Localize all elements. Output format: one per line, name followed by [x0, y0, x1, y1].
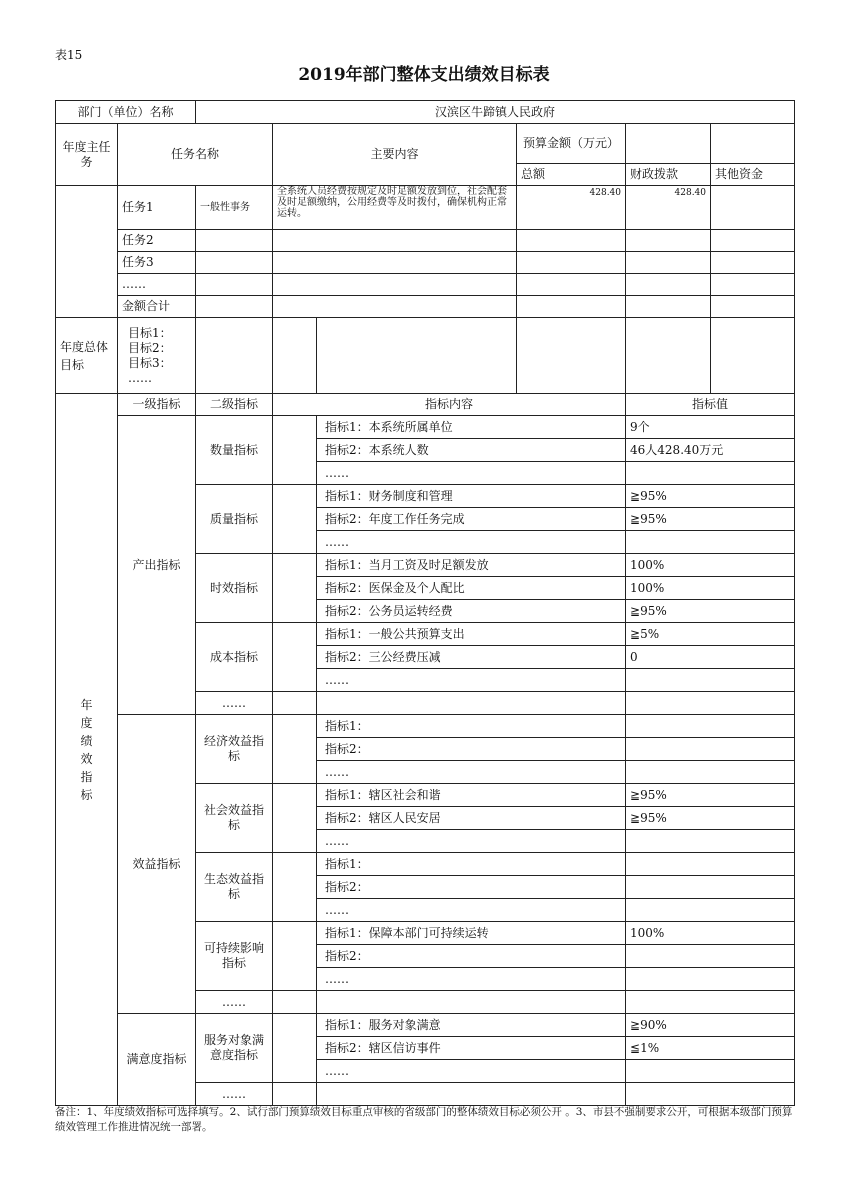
table-body	[56, 101, 795, 1106]
level2-cell	[196, 1014, 273, 1083]
level2-text: 数量指标	[210, 442, 259, 457]
page-title: 2019年部门整体支出绩效目标表	[298, 65, 550, 85]
level2-text: 生态效益指标	[204, 872, 265, 901]
main-content-header: 主要内容	[273, 124, 517, 186]
task-other	[711, 274, 795, 296]
task-name: 一般性事务	[196, 186, 273, 230]
indicator-value	[626, 462, 795, 485]
task-row	[56, 252, 795, 274]
indicator-value	[626, 899, 795, 922]
indicator-content: 指标1：服务对象满意	[317, 1014, 626, 1037]
level2-cell	[196, 991, 273, 1014]
indicator-value: ≧95%	[626, 807, 795, 830]
level2-cell	[196, 853, 273, 922]
indicator-value: ≧5%	[626, 623, 795, 646]
level2-cell	[196, 623, 273, 692]
spacer-cell	[273, 1083, 317, 1106]
indicator-content: ……	[317, 899, 626, 922]
task-total	[517, 296, 626, 318]
level2-text: 时效指标	[210, 580, 259, 595]
task-row	[56, 274, 795, 296]
indicator-value: ≧95%	[626, 485, 795, 508]
task-fiscal	[626, 274, 711, 296]
annual-task-header: 年度主任务	[56, 124, 118, 186]
indicator-content: 指标2：辖区人民安居	[317, 807, 626, 830]
spacer-cell	[273, 623, 317, 692]
dept-row	[56, 101, 795, 124]
indicator-value: ≧95%	[626, 508, 795, 531]
task-other	[711, 252, 795, 274]
level2-text: 社会效益指标	[204, 803, 265, 832]
indicator-value	[626, 876, 795, 899]
level2-cell	[196, 554, 273, 623]
task-name-header: 任务名称	[118, 124, 273, 186]
indicator-content: ……	[317, 669, 626, 692]
indicator-content: 指标1：当月工资及时足额发放	[317, 554, 626, 577]
task-name	[196, 296, 273, 318]
task-label: 任务1	[118, 186, 196, 230]
indicator-value	[626, 1060, 795, 1083]
spacer-cell	[273, 853, 317, 922]
annual-task-cell	[56, 186, 118, 318]
indicator-header-row	[56, 394, 795, 416]
task-total	[517, 230, 626, 252]
indicator-row	[56, 715, 795, 738]
header-row-1	[56, 124, 795, 164]
indicator-content: 指标2：本系统人数	[317, 439, 626, 462]
level2-header: 二级指标	[196, 394, 273, 416]
footnote: 备注：1、年度绩效指标可选择填写。2、试行部门预算绩效目标重点审核的省级部门的整体绩效目标必须公开 。3、市县不强制要求公开，可根据本级部门预算绩效管理工作推进情况统一部署。	[55, 1106, 793, 1133]
indicator-value: ≦1%	[626, 1037, 795, 1060]
content-header: 指标内容	[273, 394, 626, 416]
indicator-content: 指标2：三公经费压减	[317, 646, 626, 669]
level1-cell: 满意度指标	[118, 1014, 196, 1106]
level2-text: 成本指标	[210, 649, 259, 664]
annual-goal-item: 目标1：	[128, 325, 172, 340]
task-fiscal: 428.40	[626, 186, 711, 230]
dept-name: 汉滨区牛蹄镇人民政府	[196, 101, 795, 124]
task-total	[517, 252, 626, 274]
level2-cell	[196, 784, 273, 853]
task-other	[711, 230, 795, 252]
indicator-section-label	[56, 394, 118, 1106]
dept-label: 部门（单位）名称	[56, 101, 196, 124]
task-other	[711, 296, 795, 318]
task-name	[196, 274, 273, 296]
level2-cell	[196, 922, 273, 991]
indicator-content: ……	[317, 830, 626, 853]
level1-cell: 效益指标	[118, 715, 196, 1014]
level2-text: 服务对象满意度指标	[204, 1033, 265, 1062]
indicator-content: 指标2：年度工作任务完成	[317, 508, 626, 531]
indicator-content	[317, 692, 626, 715]
spacer-cell	[273, 416, 317, 485]
indicator-value: ≧90%	[626, 1014, 795, 1037]
indicator-content	[317, 991, 626, 1014]
annual-goal-list	[118, 318, 196, 394]
task-row	[56, 186, 795, 230]
annual-goal-item: ……	[128, 370, 152, 385]
task-other	[711, 186, 795, 230]
indicator-content: 指标1：	[317, 715, 626, 738]
indicator-value	[626, 692, 795, 715]
indicator-content: 指标2：医保金及个人配比	[317, 577, 626, 600]
task-fiscal	[626, 296, 711, 318]
indicator-value: 100%	[626, 577, 795, 600]
indicator-row	[56, 1014, 795, 1037]
indicator-value	[626, 830, 795, 853]
indicator-value	[626, 853, 795, 876]
indicator-value	[626, 1083, 795, 1106]
annual-goal-label: 年度总体目标	[56, 318, 118, 394]
value-header: 指标值	[626, 394, 795, 416]
indicator-value	[626, 945, 795, 968]
level2-cell	[196, 485, 273, 554]
task-label: 任务3	[118, 252, 196, 274]
indicator-value: ≧95%	[626, 784, 795, 807]
level2-text: 可持续影响指标	[204, 941, 265, 970]
indicator-content: 指标2：	[317, 738, 626, 761]
task-fiscal	[626, 230, 711, 252]
indicator-row	[56, 416, 795, 439]
indicator-content: ……	[317, 761, 626, 784]
indicator-content: 指标1：一般公共预算支出	[317, 623, 626, 646]
indicator-content: 指标2：	[317, 876, 626, 899]
level2-cell	[196, 1083, 273, 1106]
spacer-cell	[273, 715, 317, 784]
task-name	[196, 230, 273, 252]
indicator-value	[626, 715, 795, 738]
task-content: 全系统人员经费按规定及时足额发放到位，社会配套及时足额缴纳，公用经费等及时拨付，确保机构正常运转。	[273, 186, 517, 230]
indicator-content: 指标2：公务员运转经费	[317, 600, 626, 623]
spacer-cell	[273, 922, 317, 991]
level2-cell	[196, 715, 273, 784]
level1-header: 一级指标	[118, 394, 196, 416]
task-row	[56, 296, 795, 318]
indicator-value: 100%	[626, 922, 795, 945]
spacer-cell	[273, 784, 317, 853]
other-header: 其他资金	[711, 164, 795, 186]
indicator-value	[626, 968, 795, 991]
spacer-cell	[273, 991, 317, 1014]
indicator-value: ≧95%	[626, 600, 795, 623]
task-content	[273, 252, 517, 274]
level2-text: ……	[222, 695, 247, 710]
spacer-cell	[273, 554, 317, 623]
indicator-value	[626, 761, 795, 784]
level2-cell	[196, 416, 273, 485]
spacer-cell	[273, 1014, 317, 1083]
level2-text: ……	[222, 994, 247, 1009]
level2-cell	[196, 692, 273, 715]
level1-cell: 产出指标	[118, 416, 196, 715]
indicator-content: 指标1：本系统所属单位	[317, 416, 626, 439]
indicator-value: 100%	[626, 554, 795, 577]
task-content	[273, 296, 517, 318]
form-number: 表15	[55, 48, 83, 62]
task-content	[273, 274, 517, 296]
indicator-value	[626, 991, 795, 1014]
level2-text: 质量指标	[210, 511, 259, 526]
spacer-cell	[273, 692, 317, 715]
level2-text: ……	[222, 1086, 247, 1101]
level2-text: 经济效益指标	[204, 734, 265, 763]
indicator-value	[626, 531, 795, 554]
performance-table	[55, 100, 795, 1106]
task-name	[196, 252, 273, 274]
indicator-value: 9个	[626, 416, 795, 439]
indicator-content: ……	[317, 1060, 626, 1083]
task-row	[56, 230, 795, 252]
indicator-content: 指标2：辖区信访事件	[317, 1037, 626, 1060]
indicator-content: 指标1：保障本部门可持续运转	[317, 922, 626, 945]
indicator-content	[317, 1083, 626, 1106]
annual-goal-row	[56, 318, 795, 394]
indicator-content: 指标1：	[317, 853, 626, 876]
indicator-value: 0	[626, 646, 795, 669]
spacer-cell	[273, 485, 317, 554]
indicator-content: ……	[317, 531, 626, 554]
indicator-section-text: 年度绩效指标	[80, 697, 93, 802]
indicator-content: ……	[317, 968, 626, 991]
indicator-value: 46人428.40万元	[626, 439, 795, 462]
task-label: 金额合计	[118, 296, 196, 318]
annual-goal-item: 目标2：	[128, 340, 172, 355]
indicator-content: 指标2：	[317, 945, 626, 968]
total-header: 总额	[517, 164, 626, 186]
indicator-content: 指标1：财务制度和管理	[317, 485, 626, 508]
budget-header: 预算金额（万元）	[517, 124, 626, 164]
fiscal-header: 财政拨款	[626, 164, 711, 186]
indicator-value	[626, 738, 795, 761]
task-label: 任务2	[118, 230, 196, 252]
task-total: 428.40	[517, 186, 626, 230]
task-fiscal	[626, 252, 711, 274]
task-total	[517, 274, 626, 296]
task-content	[273, 230, 517, 252]
task-label: ……	[118, 274, 196, 296]
indicator-content: 指标1：辖区社会和谐	[317, 784, 626, 807]
indicator-value	[626, 669, 795, 692]
indicator-content: ……	[317, 462, 626, 485]
annual-goal-item: 目标3：	[128, 355, 172, 370]
